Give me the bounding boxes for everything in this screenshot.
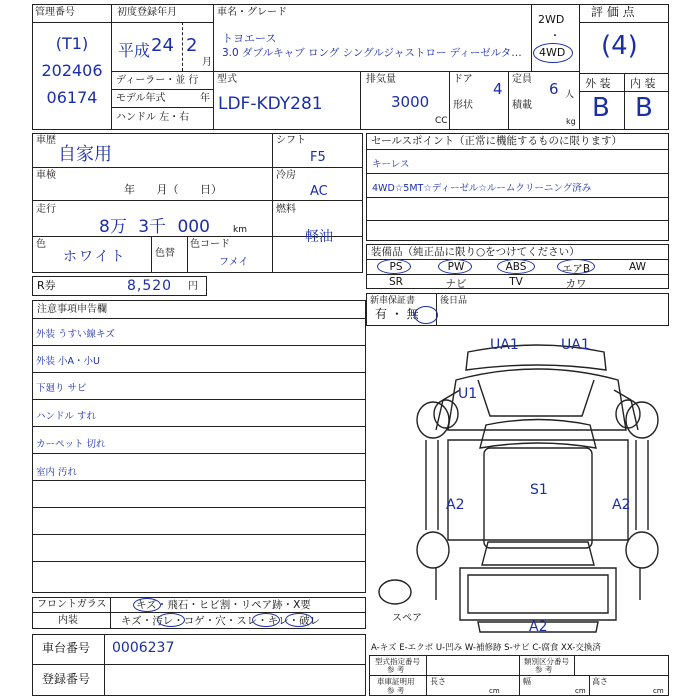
car-name-line1: トヨエース [222, 32, 277, 45]
cert-label: 車庫証明用 [377, 677, 415, 686]
divider [151, 236, 152, 273]
equip-sr: SR [389, 276, 403, 288]
divider [366, 197, 669, 198]
model-label: 型式 [217, 74, 237, 85]
cm-unit: cm [653, 687, 664, 695]
displacement-label: 排気量 [366, 74, 396, 85]
capacity-value: 6 [549, 80, 559, 98]
drive-2wd: 2WD [538, 13, 565, 26]
interior-label: 内 装 [630, 77, 656, 90]
note-line: 下廻り サビ [36, 383, 87, 394]
divider [426, 655, 427, 696]
divider [366, 149, 669, 150]
circle-mark [438, 259, 472, 274]
recycle-label: R券 [37, 279, 56, 292]
model-year-label: モデル年式 [116, 93, 166, 104]
kanri-line: 202406 [41, 61, 103, 80]
note-line: 外装 うすい線キズ [36, 329, 115, 340]
divider [33, 561, 365, 562]
equip-ps: PS [389, 261, 403, 273]
shift-label: シフト [276, 135, 306, 146]
history-value: 自家用 [58, 144, 112, 165]
after-day-label: 後日品 [440, 296, 468, 306]
damage-mark: S1 [530, 482, 548, 498]
color-value: ホワイト [63, 249, 127, 265]
kanri-number [33, 30, 111, 111]
divider [360, 71, 361, 130]
cm-unit: cm [489, 687, 500, 695]
inspection-value: 年 月（ 日） [124, 183, 222, 196]
shift-value: F5 [310, 150, 326, 165]
damage-legend: A-キズ E-エクボ U-凹み W-補修跡 S-サビ C-腐食 XX-交換済 [371, 643, 601, 653]
divider [574, 655, 575, 675]
equip-aw: AW [629, 261, 646, 273]
first-reg-label: 初度登録年月 [117, 7, 177, 18]
month-unit: 月 [202, 57, 212, 68]
equip-navi: ナビ [445, 278, 467, 290]
equip-pw: PW [447, 261, 465, 273]
color-label: 色 [36, 239, 46, 250]
chassis-label: 車台番号 [42, 641, 91, 655]
note-line: 室内 汚れ [36, 467, 78, 478]
load-unit: kg [566, 117, 576, 126]
circle-mark [533, 43, 573, 63]
circle-mark [133, 598, 161, 612]
ac-label: 冷房 [276, 170, 296, 181]
kanri-label: 管理番号 [35, 7, 75, 18]
height-label: 高さ [592, 677, 608, 686]
car-name-line2: 3.0 ダブルキャブ ロング シングルジャストロー ディーゼルタ… [222, 47, 522, 59]
type-spec-label: 型式指定番号 [375, 657, 420, 666]
equip-leather: カワ [565, 278, 587, 290]
fuel-value: 軽油 [305, 229, 333, 245]
circle-mark [285, 613, 313, 627]
divider [33, 399, 365, 400]
divider [33, 507, 365, 508]
divider [32, 612, 366, 613]
front-glass-value: キズ・飛石・ヒビ割・リペア跡・X要 [136, 599, 311, 611]
type-spec-sub: 参 考 [387, 665, 405, 674]
load-label: 積載 [512, 100, 532, 111]
divider [104, 634, 105, 696]
displacement-value: 3000 [391, 93, 430, 111]
class-label: 類別区分番号 [524, 657, 569, 666]
fuel-label: 燃料 [276, 204, 296, 215]
divider [589, 675, 590, 696]
color-change-label: 色替 [155, 248, 175, 259]
capacity-unit: 人 [565, 90, 575, 100]
divider [579, 22, 669, 23]
interior-score: B [635, 93, 653, 123]
damage-mark: A2 [529, 619, 548, 635]
spare-label: スペア [392, 613, 422, 624]
divider [33, 534, 365, 535]
capacity-label: 定員 [512, 74, 532, 85]
model-value: LDF-KDY281 [218, 94, 323, 114]
divider [32, 167, 272, 168]
circle-mark [497, 259, 535, 274]
cm-unit: cm [575, 687, 586, 695]
divider [624, 73, 625, 130]
equip-abs: ABS [505, 261, 527, 273]
divider [182, 22, 183, 71]
notes-label: 注意事項申告欄 [37, 304, 107, 315]
color-code-label: 色コード [190, 239, 230, 250]
damage-mark: U1 [458, 386, 478, 402]
divider [32, 200, 272, 201]
divider [187, 236, 188, 273]
front-glass-label: フロントガラス [37, 599, 107, 610]
score-label: 評 価 点 [591, 5, 635, 19]
circle-mark [377, 259, 411, 274]
divider [213, 4, 214, 130]
damage-mark: UA1 [490, 337, 519, 353]
divider [366, 274, 669, 275]
interior-cond-value: キズ・汚レ・コゲ・穴・スレ・キレ・破レ [121, 615, 321, 627]
divider [33, 480, 365, 481]
registration-label: 登録番号 [42, 672, 91, 686]
mileage-unit: km [233, 225, 247, 235]
handle-label: ハンドル 左・右 [116, 112, 190, 123]
mileage-value: 8万 3千 000 [99, 217, 210, 237]
kanri-line: (T1) [55, 34, 89, 53]
sales-point-2: 4WD☆5MT☆ディーゼル☆ルームクリーニング済み [372, 183, 592, 194]
divider [32, 22, 112, 23]
note-line: 外装 小A・小U [36, 356, 100, 367]
exterior-label: 外 装 [585, 77, 611, 90]
drive-dot: ・ [550, 31, 560, 42]
divider [366, 220, 669, 221]
doors-label: ドア [453, 74, 473, 85]
score-value: (4) [601, 31, 638, 61]
divider [33, 345, 365, 346]
exterior-score: B [592, 93, 610, 123]
divider [272, 167, 363, 168]
equip-tv: TV [509, 276, 523, 288]
cert-sub: 参 考 [387, 686, 405, 695]
equip-airbag: エアB [561, 263, 591, 275]
divider [33, 426, 365, 427]
note-line: ハンドル すれ [36, 411, 97, 422]
width-label: 幅 [523, 677, 531, 686]
divider [32, 664, 366, 665]
divider [519, 655, 520, 696]
divider [33, 372, 365, 373]
divider [33, 318, 365, 319]
length-label: 長さ [430, 677, 446, 686]
divider [366, 173, 669, 174]
warranty-label: 新車保証書 [370, 296, 416, 306]
car-diagram [368, 330, 668, 635]
divider [272, 200, 363, 201]
circle-mark [252, 613, 280, 627]
class-sub: 参 考 [535, 665, 553, 674]
recycle-value: 8,520 [127, 278, 173, 294]
sales-point-1: キーレス [372, 159, 410, 170]
car-name-label: 車名・グレード [217, 7, 287, 18]
divider [111, 89, 213, 90]
divider [272, 133, 273, 273]
damage-mark: A2 [612, 497, 631, 513]
damage-mark: UA1 [561, 337, 590, 353]
circle-mark [414, 306, 438, 324]
divider [111, 107, 213, 108]
divider [508, 71, 509, 130]
first-reg-era: 平成 [118, 41, 151, 60]
note-line: カーペット 切れ [36, 439, 106, 450]
circle-mark [557, 259, 595, 274]
circle-mark [157, 613, 185, 627]
first-reg-year: 24 [151, 35, 174, 56]
sales-point-label: セールスポイント（正常に機能するものに限ります） [371, 135, 623, 147]
kanri-line: 06174 [46, 88, 98, 107]
inspection-label: 車検 [36, 170, 56, 181]
equipment-label: 装備品（純正品に限り○をつけてください） [371, 246, 580, 258]
model-year-unit: 年 [200, 93, 210, 104]
color-code-value: フメイ [219, 257, 249, 268]
divider [449, 71, 450, 130]
shape-label: 形状 [453, 100, 473, 111]
divider [110, 597, 111, 629]
dealer-label: ディーラー・並 行 [116, 75, 199, 86]
recycle-unit: 円 [188, 281, 198, 292]
doors-value: 4 [493, 80, 503, 98]
damage-mark: A2 [446, 497, 465, 513]
divider [111, 22, 213, 23]
ac-value: AC [310, 184, 328, 199]
warranty-value: 有 ・ 無 [375, 307, 419, 321]
history-label: 車歴 [36, 135, 56, 146]
mileage-label: 走行 [36, 204, 56, 215]
drive-4wd: 4WD [539, 46, 566, 59]
recycle-frame [32, 276, 207, 296]
displacement-unit: CC [435, 116, 448, 126]
interior-cond-label: 内装 [58, 615, 78, 626]
first-reg-month: 2 [186, 35, 198, 56]
divider [531, 4, 532, 71]
chassis-number: 0006237 [112, 640, 175, 656]
divider [33, 453, 365, 454]
